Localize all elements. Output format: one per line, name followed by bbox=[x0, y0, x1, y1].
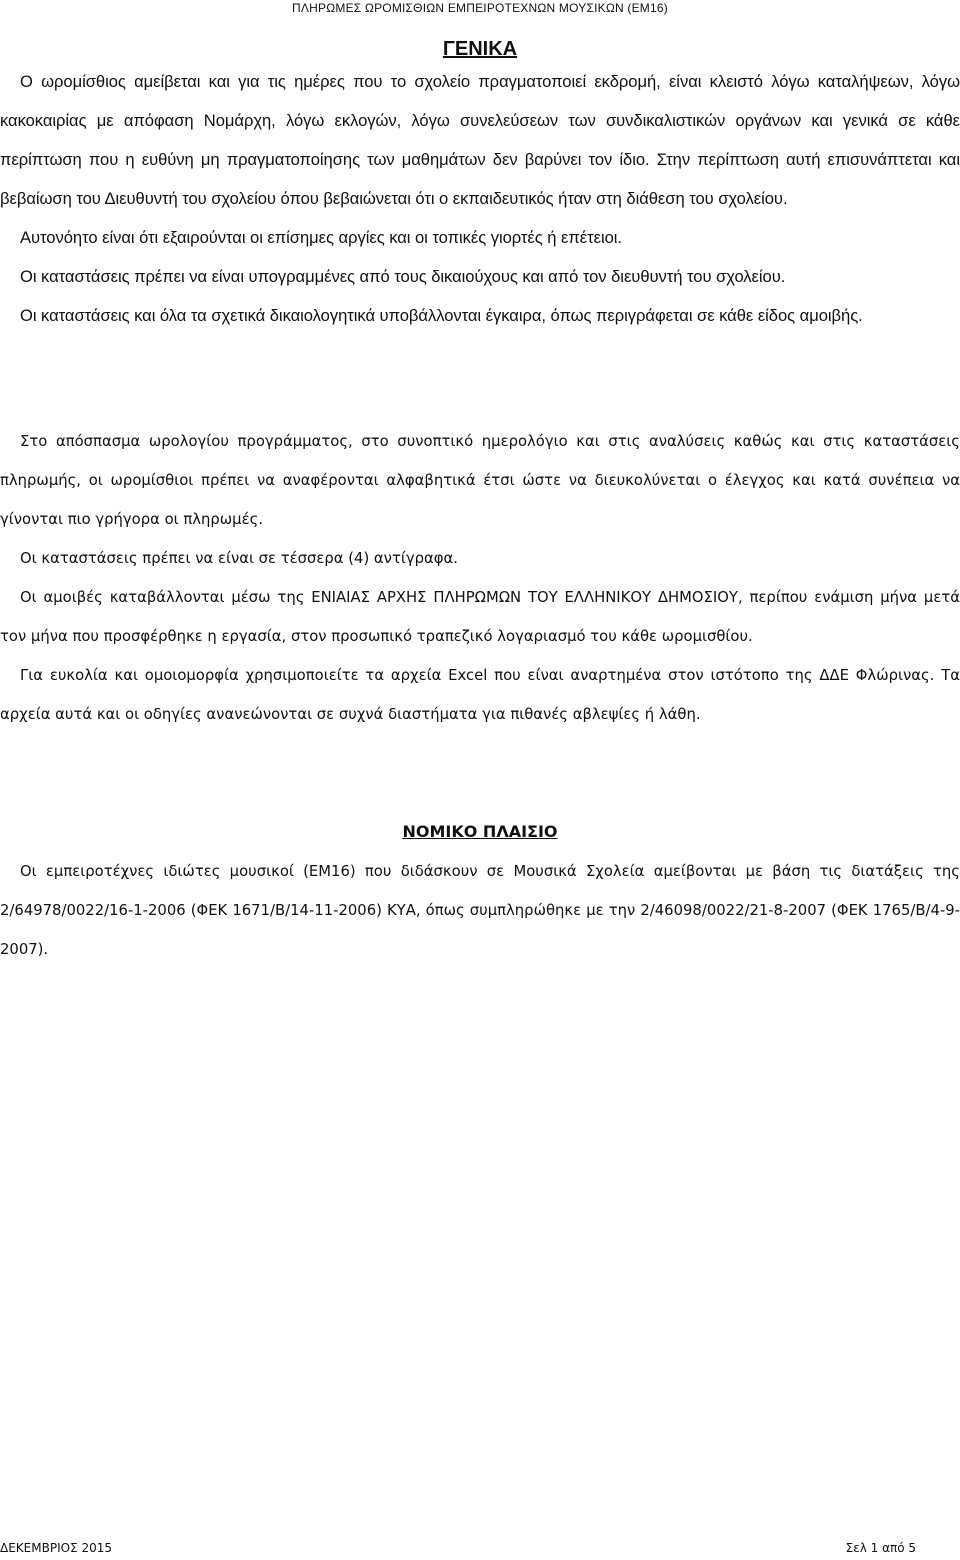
paragraph: Οι καταστάσεις πρέπει να είναι σε τέσσερα (4) αντίγραφα. bbox=[20, 550, 458, 567]
paragraph: Οι καταστάσεις και όλα τα σχετικά δικαιολογητικά υποβάλλονται έγκαιρα, όπως περιγράφεται σε κάθε είδος αμοιβής. bbox=[20, 306, 863, 325]
page-footer bbox=[0, 1540, 960, 1558]
general-text-block-1 bbox=[0, 62, 960, 335]
paragraph: Αυτονόητο είναι ότι εξαιρούνται οι επίσημες αργίες και οι τοπικές γιορτές ή επέτειοι. bbox=[20, 228, 622, 247]
paragraph: Οι καταστάσεις πρέπει να είναι υπογραμμένες από τους δικαιούχους και από τον διευθυντή του σχολείου. bbox=[20, 267, 786, 286]
legal-text-block bbox=[0, 852, 960, 969]
page-number: Σελ 1 από 5 bbox=[845, 1541, 916, 1555]
paragraph: Ο ωρομίσθιος αμείβεται και για τις ημέρες που το σχολείο πραγματοποιεί εκδρομή, είναι κλειστό λόγω καταλήψεων, λόγω κακοκαιρίας με απόφαση Νομάρχη, λόγω εκλογών, λόγω συνελεύσεων των συνδικαλιστικών οργάνων και γενικά σε κάθε περίπτωση που η ευθύνη μη πραγματοποίησης των μαθημάτων δεν βαρύνει τον ίδιο. Στην περίπτωση αυτή επισυνάπτεται και βεβαίωση του Διευθυντή του σχολείου όπου βεβαιώνεται ότι ο εκπαιδευτικός ήταν στη διάθεση του σχολείου. bbox=[0, 72, 960, 208]
footer-date: ΔΕΚΕΜΒΡΙΟΣ 2015 bbox=[0, 1541, 112, 1555]
running-header: ΠΛΗΡΩΜΕΣ ΩΡΟΜΙΣΘΙΩΝ ΕΜΠΕΙΡΟΤΕΧΝΩΝ ΜΟΥΣΙΚΩΝ (ΕΜ16) bbox=[292, 1, 668, 15]
section-title-legal: ΝΟΜΙΚΟ ΠΛΑΙΣΙΟ bbox=[402, 822, 558, 841]
section-title-general: ΓΕΝΙΚΑ bbox=[442, 38, 518, 60]
paragraph: Για ευκολία και ομοιομορφία χρησιμοποιείτε τα αρχεία Excel που είναι αναρτημένα στον ιστότοπο της ΔΔΕ Φλώρινας. Τα αρχεία αυτά και οι οδηγίες ανανεώνονται σε συχνά διαστήματα για πιθανές αβλεψίες ή λάθη. bbox=[0, 667, 960, 723]
paragraph: Οι αμοιβές καταβάλλονται μέσω της ΕΝΙΑΙΑΣ ΑΡΧΗΣ ΠΛΗΡΩΜΩΝ ΤΟΥ ΕΛΛΗΝΙΚΟΥ ΔΗΜΟΣΙΟΥ, περίπου ενάμιση μήνα μετά τον μήνα που προσφέρθηκε η εργασία, στον προσωπικό τραπεζικό λογαριασμό του κάθε ωρομισθίου. bbox=[0, 589, 960, 645]
paragraph: Στο απόσπασμα ωρολογίου προγράμματος, στο συνοπτικό ημερολόγιο και στις αναλύσεις καθώς και στις καταστάσεις πληρωμής, οι ωρομίσθιοι πρέπει να αναφέρονται αλφαβητικά έτσι ώστε να διευκολύνεται ο έλεγχος και κατά συνέπεια να γίνονται πιο γρήγορα οι πληρωμές. bbox=[0, 433, 960, 528]
general-text-block-2 bbox=[0, 422, 960, 734]
paragraph: Οι εμπειροτέχνες ιδιώτες μουσικοί (ΕΜ16) που διδάσκουν σε Μουσικά Σχολεία αμείβονται με βάση τις διατάξεις της 2/64978/0022/16-1-2006 (ΦΕΚ 1671/Β/14-11-2006) ΚΥΑ, όπως συμπληρώθηκε με την 2/46098/0022/21-8-2007 (ΦΕΚ 1765/Β/4-9-2007). bbox=[0, 863, 960, 958]
